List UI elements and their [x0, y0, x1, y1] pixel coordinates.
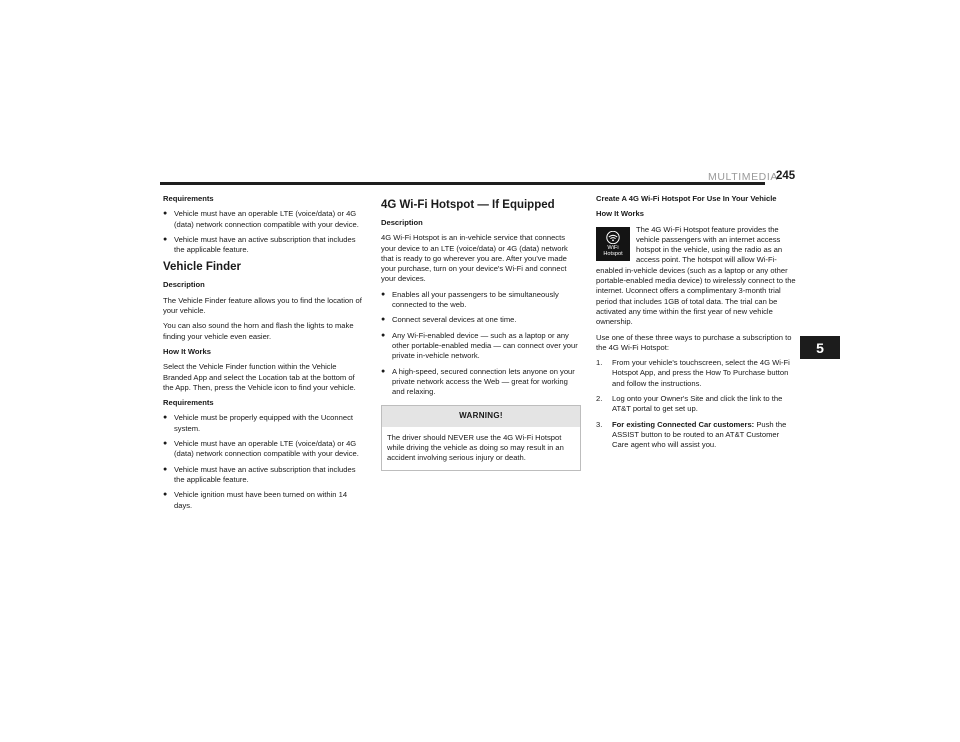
wifi-icon — [605, 231, 621, 244]
features-list — [381, 290, 581, 398]
paragraph: You can also sound the horn and flash the lights to make finding your vehicle even easier. — [163, 321, 354, 341]
warning-box — [381, 405, 581, 470]
list-item — [596, 420, 796, 451]
wifi-hotspot-title: 4G Wi-Fi Hotspot — If Equipped — [381, 199, 555, 211]
step-number: 1. — [596, 358, 603, 368]
warning-text: The driver should NEVER use the 4G Wi-Fi Hotspot while driving the vehicle as doing so may result in an accident involving serious injury or death. — [387, 432, 564, 463]
list-item: ● Vehicle must have an operable LTE (voice/data) or 4G (data) network connection compatible with your device. — [163, 439, 365, 460]
wifi-hotspot-icon — [596, 227, 630, 261]
column-right — [596, 194, 796, 456]
how-it-works-heading: How It Works — [163, 346, 211, 356]
list-item: ● A high-speed, secured connection lets anyone on your private network access the Web — great for working and relaxing. — [381, 367, 581, 398]
create-hotspot-heading: Create A 4G Wi-Fi Hotspot For Use In Your Vehicle — [596, 194, 777, 203]
list-item — [596, 358, 796, 389]
list-item — [596, 394, 796, 415]
paragraph: Select the Vehicle Finder function within the Vehicle Branded App and select the Location tab at the bottom of the App. Then, press the Vehicle icon to find your vehicle. — [163, 362, 356, 392]
warning-title: WARNING! — [382, 406, 580, 426]
icon-label-wifi: WiFi — [607, 244, 619, 251]
header-rule — [160, 182, 765, 185]
list-item: ● Any Wi-Fi-enabled device — such as a laptop or any other portable-enabled media — can connect over your private in-vehicle network. — [381, 331, 581, 362]
chapter-tab: 5 — [800, 336, 840, 359]
description-heading: Description — [163, 280, 205, 290]
section-title: MULTIMEDIA — [708, 171, 778, 183]
step-text: Push the ASSIST button to be routed to an AT&T Customer Care agent who will assist you. — [612, 419, 787, 450]
column-middle — [381, 194, 581, 471]
list-item: ● Connect several devices at one time. — [381, 315, 581, 325]
icon-label-hotspot: Hotspot — [603, 250, 623, 257]
paragraph: The Vehicle Finder feature allows you to find the location of your vehicle. — [163, 295, 362, 316]
step-text: From your vehicle's touchscreen, select the 4G Wi-Fi Hotspot App, and press the How To Purchase button and follow the instructions. — [612, 358, 790, 388]
description-heading: Description — [381, 218, 423, 227]
step-number: 3. — [596, 419, 603, 429]
list-item: ● Enables all your passengers to be simultaneously connected to the web. — [381, 290, 581, 311]
list-item: ● Vehicle must have an active subscription that includes the applicable feature. — [163, 465, 365, 486]
paragraph: The 4G Wi-Fi Hotspot feature provides the vehicle passengers with an internet access hotspot in the vehicle, using the radio as an access point. The hotspot will allow Wi-Fi-enabled in-vehicle devices (such as a laptop or any other portable-enabled media device) to wirelessly connect to the internet. Uconnect offers a complimentary 3-month trial period that includes 1GB of total data. The trial can be activated any time within the first year of new vehicle ownership. — [596, 224, 796, 327]
hotspot-section — [596, 225, 796, 333]
purchase-steps — [596, 358, 796, 450]
column-left — [163, 194, 365, 516]
step-lead: For existing Connected Car customers: — [612, 419, 755, 429]
list-item: ● Vehicle ignition must have been turned on within 14 days. — [163, 490, 365, 511]
requirements-list — [163, 413, 365, 510]
list-item: ● Vehicle must have an active subscription that includes the applicable feature. — [163, 235, 365, 256]
how-it-works-heading: How It Works — [596, 209, 644, 219]
paragraph: Use one of these three ways to purchase a subscription to the 4G Wi-Fi Hotspot: — [596, 332, 792, 352]
list-item: ● Vehicle must be properly equipped with the Uconnect system. — [163, 413, 365, 434]
step-text: Log onto your Owner's Site and click the link to the AT&T portal to get set up. — [612, 394, 783, 414]
step-number: 2. — [596, 394, 603, 404]
vehicle-finder-title: Vehicle Finder — [163, 261, 241, 274]
requirements-heading: Requirements — [163, 194, 214, 203]
page-number: 245 — [776, 170, 796, 182]
requirements-list — [163, 209, 365, 255]
paragraph: 4G Wi-Fi Hotspot is an in-vehicle service that connects your device to an LTE (voice/data) or 4G (data) network that is ready to go wherever you are. After you've made your purchase, turn on your device's Wi-Fi and connect your devices. — [381, 233, 568, 284]
requirements-heading: Requirements — [163, 398, 214, 408]
list-item: ● Vehicle must have an operable LTE (voice/data) or 4G (data) network connection compatible with your device. — [163, 209, 365, 230]
